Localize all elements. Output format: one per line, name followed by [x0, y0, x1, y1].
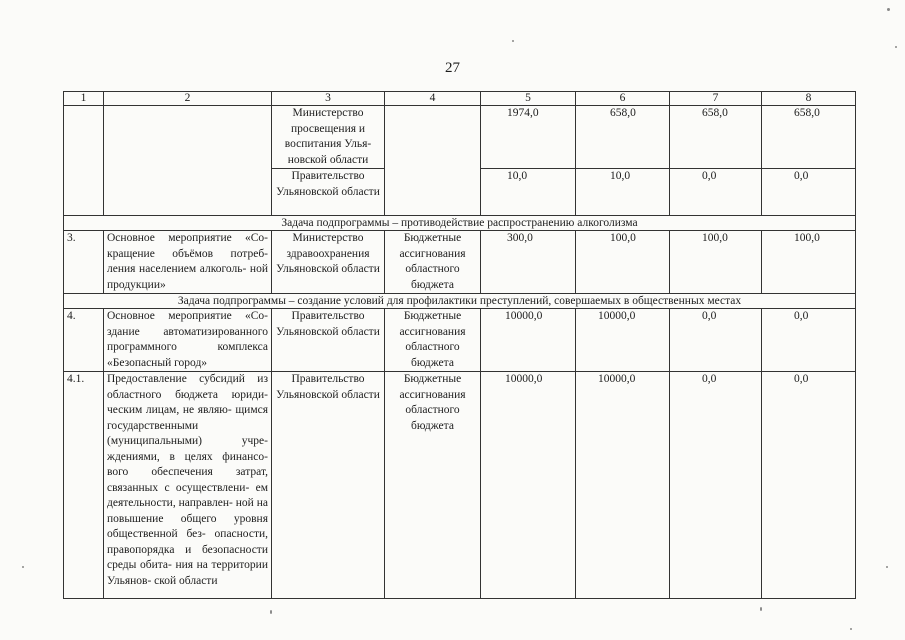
- header-cell: 5: [481, 92, 576, 106]
- scan-speck: [512, 40, 514, 42]
- value-cell: 0,0: [762, 309, 856, 372]
- value-cell: 658,0: [576, 106, 670, 169]
- header-row: [64, 92, 856, 106]
- source-cell: [385, 106, 481, 216]
- page-number: 27: [445, 60, 460, 76]
- scan-speck: [895, 46, 897, 48]
- num-cell: 3.: [64, 231, 104, 294]
- executor-cell: Министерство просвещения и воспитания Улья- новской области: [272, 106, 385, 169]
- table-row: [64, 106, 856, 169]
- value-cell: 100,0: [576, 231, 670, 294]
- table-row: [64, 372, 856, 599]
- value-cell: 100,0: [670, 231, 762, 294]
- event-cell: Предоставление субсидий из областного бюджета юриди- ческим лицам, не являю- щимся государственными (муниципальными) учре- ждениями, в целях финансо- вого обеспечения затрат, связанных с осуществлени- ем деятельности, направлен- ной на повышение общего уровня общественной без- опасности, правопорядка и безопасности среды обита- ния на территории Ульянов- ской области: [104, 372, 272, 599]
- task-row: [64, 216, 856, 231]
- source-cell: Бюджетные ассигнования областного бюджета: [385, 309, 481, 372]
- header-cell: 4: [385, 92, 481, 106]
- header-cell: 8: [762, 92, 856, 106]
- event-cell: Основное мероприятие «Со- здание автоматизированного программного комплекса «Безопасный город»: [104, 309, 272, 372]
- num-cell: [64, 106, 104, 216]
- value-cell: 0,0: [670, 309, 762, 372]
- value-cell: 1974,0: [481, 106, 576, 169]
- header-cell: 7: [670, 92, 762, 106]
- executor-cell: Министерство здравоохранения Ульяновской области: [272, 231, 385, 294]
- scan-speck: [22, 566, 24, 568]
- task-row: [64, 294, 856, 309]
- value-cell: 300,0: [481, 231, 576, 294]
- event-cell: Основное мероприятие «Со- кращение объёмов потреб- ления населением алкоголь- ной продукции»: [104, 231, 272, 294]
- header-cell: 2: [104, 92, 272, 106]
- scan-speck: [270, 610, 272, 614]
- value-cell: 658,0: [762, 106, 856, 169]
- value-cell: 10,0: [576, 169, 670, 216]
- value-cell: 10000,0: [576, 309, 670, 372]
- event-cell: [104, 106, 272, 216]
- executor-cell: Правительство Ульяновской области: [272, 169, 385, 216]
- value-cell: 0,0: [670, 169, 762, 216]
- scan-speck: [886, 566, 888, 568]
- header-cell: 3: [272, 92, 385, 106]
- task-title: Задача подпрограммы – противодействие распространению алкоголизма: [64, 216, 856, 231]
- value-cell: 10000,0: [481, 372, 576, 599]
- value-cell: 100,0: [762, 231, 856, 294]
- executor-cell: Правительство Ульяновской области: [272, 372, 385, 599]
- scan-speck: [887, 8, 890, 11]
- value-cell: 10000,0: [576, 372, 670, 599]
- scan-speck: [850, 628, 852, 630]
- value-cell: 658,0: [670, 106, 762, 169]
- header-cell: 6: [576, 92, 670, 106]
- value-cell: 0,0: [762, 169, 856, 216]
- value-cell: 0,0: [762, 372, 856, 599]
- value-cell: 10000,0: [481, 309, 576, 372]
- source-cell: Бюджетные ассигнования областного бюджета: [385, 372, 481, 599]
- table-row: [64, 231, 856, 294]
- header-cell: 1: [64, 92, 104, 106]
- value-cell: 0,0: [670, 372, 762, 599]
- num-cell: 4.1.: [64, 372, 104, 599]
- source-cell: Бюджетные ассигнования областного бюджета: [385, 231, 481, 294]
- task-title: Задача подпрограммы – создание условий для профилактики преступлений, совершаемых в общественных местах: [64, 294, 856, 309]
- value-cell: 10,0: [481, 169, 576, 216]
- scan-speck: [760, 607, 762, 611]
- table-row: [64, 309, 856, 372]
- num-cell: 4.: [64, 309, 104, 372]
- executor-cell: Правительство Ульяновской области: [272, 309, 385, 372]
- program-table: [63, 91, 856, 599]
